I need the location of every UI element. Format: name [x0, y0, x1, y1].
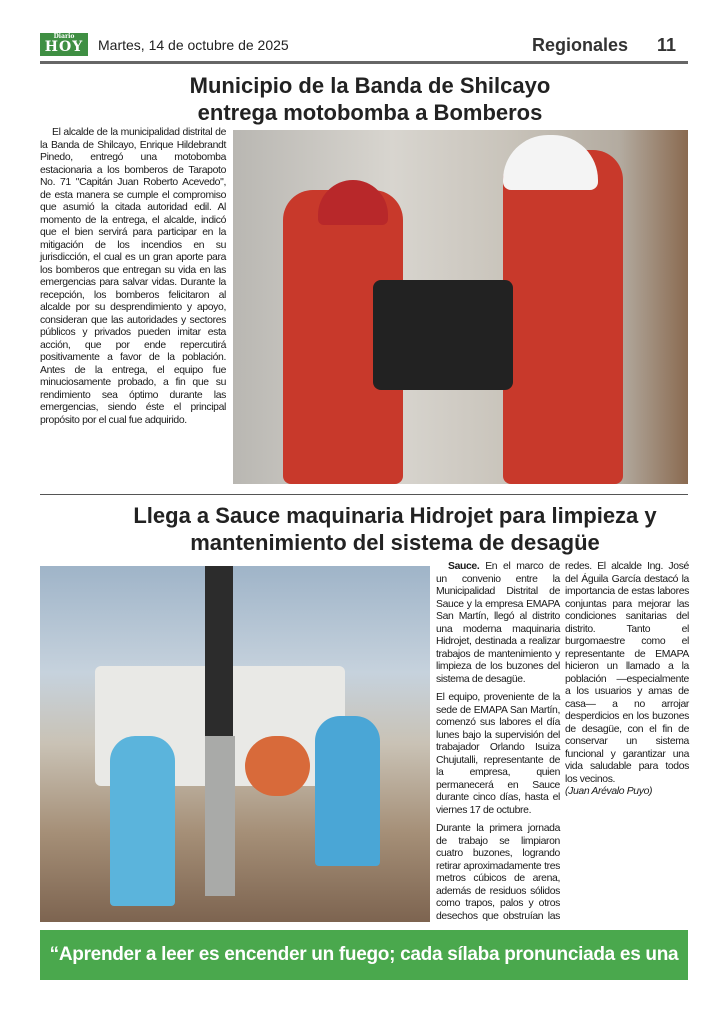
headline-line: Municipio de la Banda de Shilcayo: [189, 73, 551, 98]
article-divider: [40, 494, 688, 495]
article2-paragraph: El equipo, proveniente de la sede de EMAPA San Martín, comenzó sus labores el día lunes bajo la supervisión del trabajador Orlando Isuiza Chujutalli, representante de la empresa, quien permanecerá en Sauce durante cinco días, hasta el viernes 17 de octubre.: [436, 692, 560, 816]
article2-paragraph: Durante la primera jornada de trabajo se limpiaron cuatro buzones, logrando retirar aproximadamente tres metros cúbicos de arena, además de residuos sólidos como trapos, palos y otros desechos que obstruían las redes. El alcalde Ing. José del Águila García destacó la importancia de estas labores conjuntas para mejorar las condiciones sanitarias del distrito. Tanto el burgomaestre como el representante de EMAPA hicieron un llamado a la población —especialmente a los usuarios y amas de casa— a no arrojar desperdicios en los buzones de desagüe, con el fin de conservar un sistema funcional y garantizar una vida saludable para todos los vecinos.: [436, 561, 689, 922]
article2-headline: [110, 502, 680, 556]
logo-small-text: Diario: [53, 33, 75, 40]
newspaper-logo: [40, 33, 88, 56]
firefighters-motopump-photo: [233, 130, 688, 484]
paragraph-text: En el marco de un convenio entre la Municipalidad Distrital de Sauce y la empresa EMAPA San Martín, llegó al distrito una moderna maquinaria Hidrojet, destinada a realizar trabajos de mantenimiento y limpieza de los buzones del sistema de desagüe.: [436, 561, 560, 685]
article1-paragraph: El alcalde de la municipalidad distrital de la Banda de Shilcayo, Enrique Hildebrandt Pinedo, entregó una motobomba estacionaria a los bomberos de Tarapoto No. 71 "Capitán Juan Roberto Acevedo", de esta manera se cumple el compromiso que asumió la citada autoridad edil. Al momento de la entrega, el alcalde, indicó que el bien servirá para participar en la mitigación de los incendios en su jurisdicción, el cual es un gran aporte para los bomberos que entregan su vida en las emergencias para salvar vidas. Durante la recepción, los bomberos felicitaron al alcalde por su desprendimiento y apoyo, consideran que las autoridades y sectores públicos y privados pueden imitar esta acción, que por ende repercutirá positivamente a favor de la población. Antes de la entrega, el equipo fue minuciosamente probado, a fin que su rendimiento sea óptimo durante las emergencias, siendo éste el principal propósito por el cual fue adquirido.: [40, 127, 226, 426]
article1-headline: [160, 72, 580, 126]
headline-line: entrega motobomba a Bomberos: [197, 100, 543, 125]
headline-line: mantenimiento del sistema de desagüe: [190, 530, 600, 555]
dateline: Sauce.: [448, 561, 480, 572]
byline: (Juan Arévalo Puyo): [565, 786, 653, 797]
hidrojet-truck-photo: [40, 566, 430, 922]
logo-big-text: HOY: [44, 39, 84, 55]
article2-paragraph: [436, 561, 560, 686]
article2-body: [436, 561, 689, 925]
headline-line: Llega a Sauce maquinaria Hidrojet para limpieza y: [133, 503, 657, 528]
issue-date: Martes, 14 de octubre de 2025: [98, 37, 289, 53]
page-number: 11: [657, 35, 677, 55]
article1-body: [40, 127, 226, 487]
header-rule: [40, 61, 688, 64]
quote-banner: “Aprender a leer es encender un fuego; cada sílaba pronunciada es una chispa”.: [40, 930, 688, 980]
section-name: Regionales: [532, 35, 629, 55]
